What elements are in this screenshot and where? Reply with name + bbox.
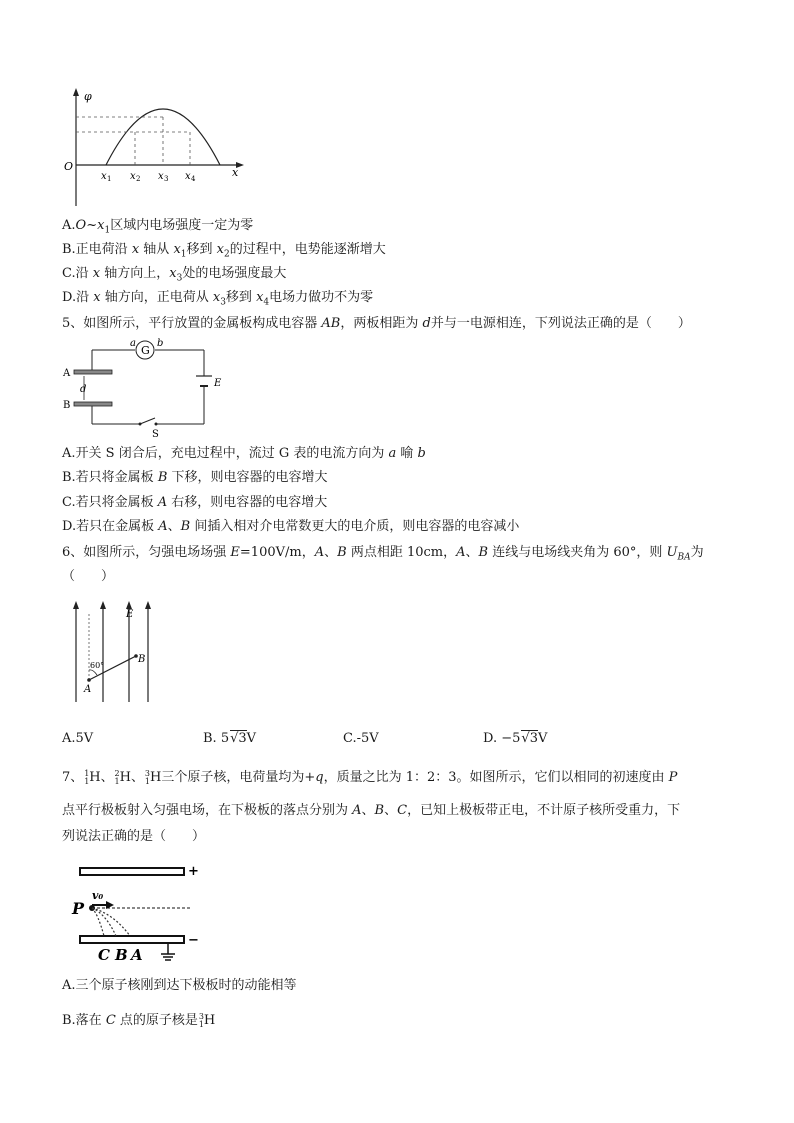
svg-text:P: P bbox=[72, 899, 85, 918]
svg-text:1: 1 bbox=[107, 175, 112, 183]
q7-stem-line1: 7、1 1H、2 1H、3 1H三个原子核，电荷量均为+q，质量之比为 1：2：3。如图所示，它们以相同的初速度由 P bbox=[62, 768, 678, 786]
q6-stem: 6、如图所示，匀强电场场强 E=100V/m，A、B 两点相距 10cm，A、B 连线与电场线夹角为 60°，则 $U_{BA}$为 bbox=[62, 545, 704, 563]
potential-graph bbox=[60, 86, 250, 210]
q7-stem-line2: 点平行极板射入匀强电场，在下极板的落点分别为 A、B、C，已知上极板带正电，不计原子核所受重力，下 bbox=[62, 803, 681, 818]
q5-option-b: B.若只将金属板 B 下移，则电容器的电容增大 bbox=[62, 470, 328, 485]
q4-option-b: B.正电荷沿 x 轴从 $x_1$移到 $x_2$的过程中，电势能逐渐增大 bbox=[62, 242, 386, 260]
q4-option-a: $A.O\sim x_1$区域内电场强度一定为零 bbox=[62, 218, 254, 236]
svg-text:A: A bbox=[84, 684, 92, 695]
field-lines-figure bbox=[62, 598, 162, 704]
q5-option-a: A.开关 S 闭合后，充电过程中，流过 G 表的电流方向为 a 喻 b bbox=[62, 446, 426, 461]
svg-text:4: 4 bbox=[191, 175, 196, 183]
svg-text:B: B bbox=[115, 946, 128, 964]
svg-text:−: − bbox=[188, 933, 199, 948]
q5-option-c: C.若只将金属板 A 右移，则电容器的电容增大 bbox=[62, 495, 328, 510]
q7-stem-line3: 列说法正确的是（ ） bbox=[62, 829, 206, 844]
q6-option-c: C.-5V bbox=[343, 731, 379, 746]
svg-text:A: A bbox=[131, 946, 143, 964]
galvanometer-label: G bbox=[141, 344, 150, 357]
svg-text:+: + bbox=[188, 864, 199, 879]
svg-text:S: S bbox=[152, 429, 159, 440]
q5-stem: 5、如图所示，平行放置的金属板构成电容器 AB，两板相距为 d并与一电源相连，下列说法正确的是（ ） bbox=[62, 316, 691, 331]
deflection-figure bbox=[68, 858, 218, 970]
svg-text:v₀: v₀ bbox=[92, 889, 104, 902]
svg-text:A: A bbox=[63, 368, 71, 379]
q6-option-b: B. 5√3V bbox=[203, 731, 257, 746]
svg-text:C: C bbox=[98, 946, 110, 964]
x-axis-label: x bbox=[232, 166, 239, 179]
svg-text:d: d bbox=[80, 384, 87, 395]
q6-option-a: A.5V bbox=[62, 731, 94, 746]
svg-text:2: 2 bbox=[136, 175, 141, 183]
q6-option-d: D. −5√3V bbox=[483, 731, 548, 746]
q4-option-c: C.沿 x 轴方向上，$x_3$处的电场强度最大 bbox=[62, 266, 287, 284]
origin-label: O bbox=[64, 160, 74, 173]
tick-x3: x bbox=[158, 171, 164, 182]
q6-blank: （ ） bbox=[62, 569, 115, 584]
q7-option-a: A.三个原子核刚到达下极板时的动能相等 bbox=[62, 978, 297, 993]
svg-text:E: E bbox=[214, 378, 222, 389]
svg-text:3: 3 bbox=[164, 175, 169, 183]
tick-x2: x bbox=[130, 171, 136, 182]
tick-x1: x bbox=[101, 171, 107, 182]
capacitor-circuit bbox=[60, 338, 220, 440]
svg-text:B: B bbox=[63, 400, 71, 411]
svg-text:b: b bbox=[157, 338, 164, 349]
q5-option-d: D.若只在金属板 A、B 间插入相对介电常数更大的电介质，则电容器的电容减小 bbox=[62, 519, 520, 534]
q7-option-b: B.落在 C 点的原子核是3 1H bbox=[62, 1011, 216, 1029]
svg-text:B: B bbox=[138, 654, 146, 665]
phi-label: φ bbox=[84, 90, 92, 103]
svg-text:a: a bbox=[130, 338, 136, 349]
svg-text:E: E bbox=[126, 609, 134, 620]
q4-option-d: D.沿 x 轴方向，正电荷从 $x_3$移到 $x_4$电场力做功不为零 bbox=[62, 290, 374, 308]
svg-text:60°: 60° bbox=[90, 661, 105, 670]
tick-x4: x bbox=[185, 171, 191, 182]
